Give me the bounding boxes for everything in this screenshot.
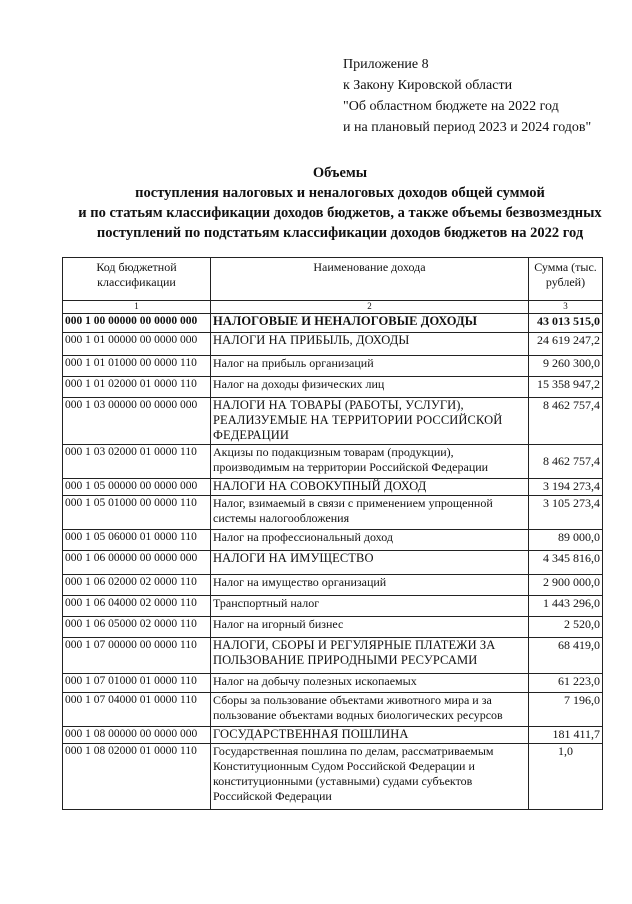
row-sum: 61 223,0 [529,674,603,693]
table-row [63,551,603,575]
row-sum: 8 462 757,4 [529,398,603,445]
row-name: Налог на имущество организаций [211,575,529,596]
row-code: 000 1 08 00000 00 0000 000 [63,727,211,744]
row-sum: 9 260 300,0 [529,356,603,377]
appendix-line: и на плановый период 2023 и 2024 годов" [343,120,592,135]
row-sum: 181 411,7 [529,727,603,744]
row-name: Налог на доходы физических лиц [211,377,529,398]
row-name: Сборы за пользование объектами животного мира и за пользование объектами водных биологических ресурсов [211,693,529,727]
row-name: Налог на прибыль организаций [211,356,529,377]
row-name: НАЛОГИ НА СОВОКУПНЫЙ ДОХОД [211,479,529,496]
table-row [63,445,603,479]
row-sum: 2 900 000,0 [529,575,603,596]
row-code: 000 1 05 06000 01 0000 110 [63,530,211,551]
table-row [63,398,603,445]
row-sum: 7 196,0 [529,693,603,727]
document-title [40,163,632,243]
row-name: Государственная пошлина по делам, рассматриваемым Конституционным Судом Российской Федерации и конституционными (уставными) судами субъектов Российской Федерации [211,744,529,810]
row-name: НАЛОГИ НА ПРИБЫЛЬ, ДОХОДЫ [211,333,529,356]
row-code: 000 1 07 04000 01 0000 110 [63,693,211,727]
row-name: НАЛОГОВЫЕ И НЕНАЛОГОВЫЕ ДОХОДЫ [211,314,529,333]
row-name: ГОСУДАРСТВЕННАЯ ПОШЛИНА [211,727,529,744]
row-code: 000 1 06 05000 02 0000 110 [63,617,211,638]
table-row [63,727,603,744]
row-code: 000 1 07 00000 00 0000 110 [63,638,211,674]
row-name: Налог на профессиональный доход [211,530,529,551]
row-name: Налог на добычу полезных ископаемых [211,674,529,693]
table-row [63,377,603,398]
row-code: 000 1 06 04000 02 0000 110 [63,596,211,617]
row-name: Транспортный налог [211,596,529,617]
row-sum: 3 194 273,4 [529,479,603,496]
row-code: 000 1 06 00000 00 0000 000 [63,551,211,575]
row-name: Акцизы по подакцизным товарам (продукции), производимым на территории Российской Федерации [211,445,529,479]
row-name: Налог на игорный бизнес [211,617,529,638]
appendix-line: "Об областном бюджете на 2022 год [343,99,559,114]
title-line: поступления налоговых и неналоговых доходов общей суммой [135,185,545,201]
column-header-sum: Сумма (тыс. рублей) [529,258,603,301]
column-header-name: Наименование дохода [211,258,529,301]
row-sum: 15 358 947,2 [529,377,603,398]
appendix-reference [343,54,591,138]
title-line: Объемы [312,165,368,181]
table-row [63,333,603,356]
row-code: 000 1 01 01000 00 0000 110 [63,356,211,377]
row-sum: 8 462 757,4 [529,445,603,479]
table-row [63,617,603,638]
table-row [63,575,603,596]
table-row [63,596,603,617]
row-name: НАЛОГИ, СБОРЫ И РЕГУЛЯРНЫЕ ПЛАТЕЖИ ЗА ПОЛЬЗОВАНИЕ ПРИРОДНЫМИ РЕСУРСАМИ [211,638,529,674]
row-code: 000 1 06 02000 02 0000 110 [63,575,211,596]
row-code: 000 1 03 02000 01 0000 110 [63,445,211,479]
row-code: 000 1 08 02000 01 0000 110 [63,744,211,810]
table-row [63,693,603,727]
row-name: НАЛОГИ НА ТОВАРЫ (РАБОТЫ, УСЛУГИ), РЕАЛИЗУЕМЫЕ НА ТЕРРИТОРИИ РОССИЙСКОЙ ФЕДЕРАЦИИ [211,398,529,445]
row-code: 000 1 00 00000 00 0000 000 [63,314,211,333]
appendix-line: Приложение 8 [343,57,429,72]
row-sum: 4 345 816,0 [529,551,603,575]
row-sum: 43 013 515,0 [529,314,603,333]
row-name: НАЛОГИ НА ИМУЩЕСТВО [211,551,529,575]
row-code: 000 1 01 00000 00 0000 000 [63,333,211,356]
revenue-table [62,257,603,810]
table-row [63,356,603,377]
title-line: и по статьям классификации доходов бюджетов, а также объемы безвозмездных [78,205,602,221]
table-header-row [63,258,603,301]
column-number: 1 [63,301,211,314]
row-code: 000 1 05 01000 00 0000 110 [63,496,211,530]
table-row [63,744,603,810]
table-row [63,314,603,333]
table-row [63,638,603,674]
table-row [63,496,603,530]
title-line: поступлений по подстатьям классификации доходов бюджетов на 2022 год [96,225,584,241]
row-sum: 1,0 [529,744,603,810]
row-sum: 1 443 296,0 [529,596,603,617]
row-sum: 24 619 247,2 [529,333,603,356]
row-code: 000 1 01 02000 01 0000 110 [63,377,211,398]
column-number-row [63,301,603,314]
table-row [63,674,603,693]
table-row [63,530,603,551]
row-name: Налог, взимаемый в связи с применением упрощенной системы налогообложения [211,496,529,530]
table-row [63,479,603,496]
row-code: 000 1 03 00000 00 0000 000 [63,398,211,445]
row-sum: 3 105 273,4 [529,496,603,530]
row-sum: 89 000,0 [529,530,603,551]
row-code: 000 1 05 00000 00 0000 000 [63,479,211,496]
appendix-line: к Закону Кировской области [343,78,513,93]
row-sum: 68 419,0 [529,638,603,674]
column-number: 3 [529,301,603,314]
row-sum: 2 520,0 [529,617,603,638]
column-header-code: Код бюджетной классификации [63,258,211,301]
row-code: 000 1 07 01000 01 0000 110 [63,674,211,693]
column-number: 2 [211,301,529,314]
